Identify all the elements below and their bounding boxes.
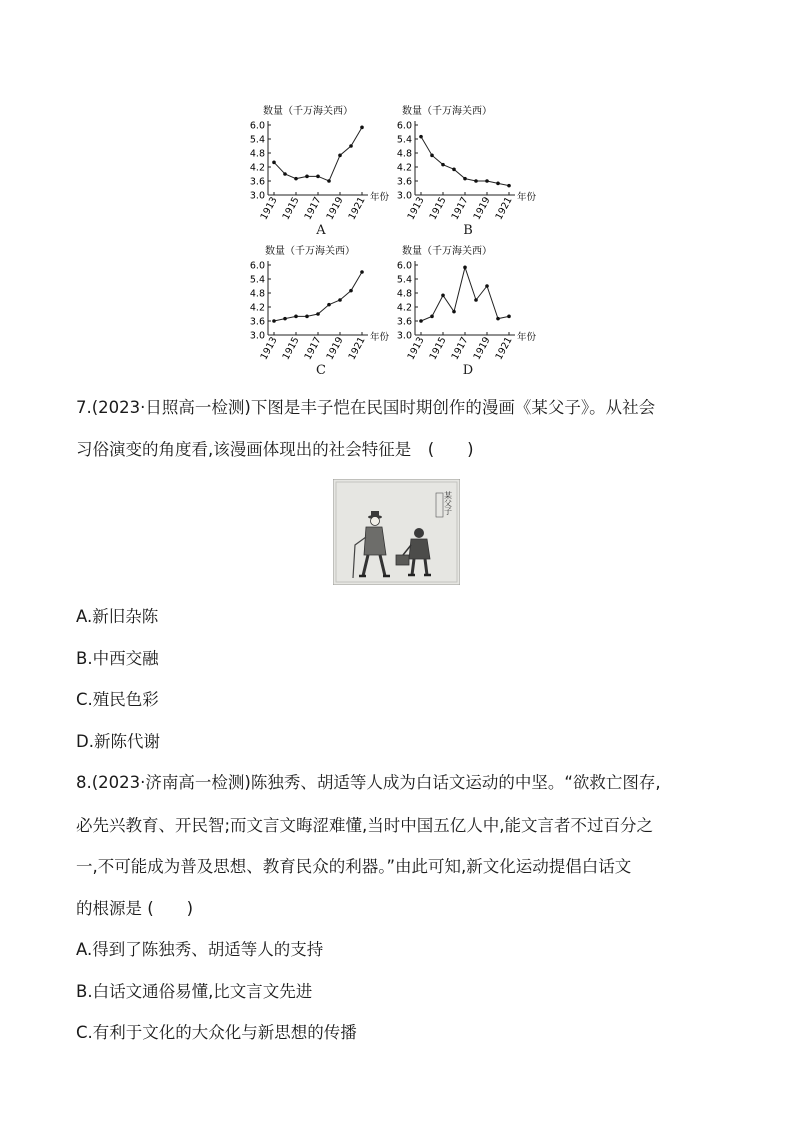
chart-title: 数量（千万海关西） — [265, 246, 355, 257]
data-point — [507, 315, 511, 319]
data-point — [430, 315, 434, 319]
data-point — [430, 154, 434, 158]
y-tick-label: 6.0 — [396, 120, 412, 132]
q7-stem-line1: 7.(2023·日照高一检测)下图是丰子恺在民国时期创作的漫画《某父子》。从社会 — [76, 398, 656, 417]
y-tick-label: 3.0 — [396, 190, 412, 202]
chart-d — [392, 243, 542, 378]
x-tick-label: 1915 — [280, 195, 302, 222]
y-tick-label: 4.2 — [249, 302, 265, 314]
cartoon-drawing — [333, 479, 460, 585]
data-point — [452, 310, 456, 314]
y-tick-label: 6.0 — [249, 120, 265, 132]
data-point — [485, 179, 489, 183]
data-point — [272, 161, 276, 165]
q8-option-b: B.白话文通俗易懂,比文言文先进 — [76, 982, 313, 1001]
x-tick-label: 1913 — [405, 335, 427, 362]
data-point — [272, 319, 276, 323]
y-tick-label: 3.0 — [249, 190, 265, 202]
chart-title: 数量（千万海关西） — [402, 106, 492, 117]
y-tick-label: 3.6 — [396, 176, 412, 188]
data-point — [474, 298, 478, 302]
y-tick-label: 5.4 — [396, 134, 412, 146]
data-point — [360, 270, 364, 274]
data-point — [316, 312, 320, 316]
x-tick-label: 1919 — [324, 335, 346, 362]
chart-b — [392, 103, 542, 238]
data-point — [419, 319, 423, 323]
chart-a — [245, 103, 395, 238]
data-point — [294, 177, 298, 181]
x-tick-label: 1915 — [427, 335, 449, 362]
data-point — [294, 315, 298, 319]
q7-option-d: D.新陈代谢 — [76, 732, 160, 751]
x-axis-unit: 年份 — [517, 332, 537, 343]
data-point — [327, 179, 331, 183]
q8-stem-line3: 一,不可能成为普及思想、教育民众的利器。”由此可知,新文化运动提倡白话文 — [76, 857, 632, 876]
q7-option-a: A.新旧杂陈 — [76, 607, 159, 626]
data-point — [496, 317, 500, 321]
chart-c-plot — [245, 243, 395, 373]
q8-stem-line2: 必先兴教育、开民智;而文言文晦涩难懂,当时中国五亿人中,能文言者不过百分之 — [76, 816, 654, 835]
y-tick-label: 4.8 — [249, 148, 265, 160]
data-point — [283, 172, 287, 176]
data-point — [349, 289, 353, 293]
data-point — [305, 315, 309, 319]
y-tick-label: 5.4 — [249, 134, 265, 146]
data-point — [441, 163, 445, 167]
y-tick-label: 4.2 — [396, 162, 412, 174]
y-tick-label: 4.8 — [396, 288, 412, 300]
y-tick-label: 4.8 — [396, 148, 412, 160]
x-tick-label: 1921 — [493, 195, 515, 222]
x-tick-label: 1917 — [449, 195, 471, 222]
q8-stem-line4: 的根源是 ( ) — [76, 899, 194, 918]
x-tick-label: 1913 — [405, 195, 427, 222]
data-point — [327, 303, 331, 307]
data-point — [463, 266, 467, 270]
data-point — [360, 126, 364, 130]
cartoon-inscription: 某父子 — [443, 491, 453, 515]
y-tick-label: 3.0 — [249, 330, 265, 342]
data-point — [419, 135, 423, 139]
x-tick-label: 1919 — [471, 195, 493, 222]
x-axis-unit: 年份 — [517, 192, 537, 203]
data-point — [316, 175, 320, 179]
chart-b-plot — [392, 103, 542, 233]
chart-title: 数量（千万海关西） — [402, 246, 492, 257]
q8-stem-line1: 8.(2023·济南高一检测)陈独秀、胡适等人成为白话文运动的中坚。“欲救亡图存, — [76, 773, 661, 792]
data-point — [338, 154, 342, 158]
y-tick-label: 5.4 — [249, 274, 265, 286]
x-tick-label: 1913 — [258, 335, 280, 362]
q8-option-c: C.有利于文化的大众化与新思想的传播 — [76, 1023, 357, 1042]
q7-option-c: C.殖民色彩 — [76, 690, 159, 709]
x-tick-label: 1915 — [280, 335, 302, 362]
data-point — [474, 179, 478, 183]
y-tick-label: 3.6 — [249, 176, 265, 188]
chart-a-plot — [245, 103, 395, 233]
x-tick-label: 1915 — [427, 195, 449, 222]
data-point — [349, 144, 353, 148]
x-tick-label: 1917 — [449, 335, 471, 362]
data-point — [338, 298, 342, 302]
q7-option-b: B.中西交融 — [76, 649, 159, 668]
x-tick-label: 1919 — [324, 195, 346, 222]
x-axis-unit: 年份 — [370, 332, 390, 343]
cartoon-image — [333, 479, 460, 585]
y-tick-label: 6.0 — [249, 260, 265, 272]
chart-label: B — [463, 223, 473, 238]
data-point — [507, 184, 511, 188]
chart-label: C — [316, 363, 326, 378]
y-tick-label: 4.8 — [249, 288, 265, 300]
data-point — [441, 294, 445, 298]
x-tick-label: 1921 — [346, 195, 368, 222]
q7-stem-line2: 习俗演变的角度看,该漫画体现出的社会特征是 ( ) — [76, 440, 474, 459]
x-tick-label: 1919 — [471, 335, 493, 362]
y-tick-label: 5.4 — [396, 274, 412, 286]
chart-label: D — [462, 363, 474, 378]
data-point — [452, 168, 456, 172]
series-line — [421, 267, 509, 321]
y-tick-label: 6.0 — [396, 260, 412, 272]
x-tick-label: 1921 — [346, 335, 368, 362]
data-point — [496, 182, 500, 186]
chart-d-plot — [392, 243, 542, 373]
y-tick-label: 3.6 — [249, 316, 265, 328]
data-point — [283, 317, 287, 321]
x-axis-unit: 年份 — [370, 192, 390, 203]
x-tick-label: 1921 — [493, 335, 515, 362]
q8-option-a: A.得到了陈独秀、胡适等人的支持 — [76, 940, 324, 959]
chart-c — [245, 243, 395, 378]
chart-title: 数量（千万海关西） — [263, 106, 353, 117]
y-tick-label: 4.2 — [396, 302, 412, 314]
data-point — [485, 284, 489, 288]
series-line — [274, 127, 362, 181]
x-tick-label: 1913 — [258, 195, 280, 222]
x-tick-label: 1917 — [302, 335, 324, 362]
x-tick-label: 1917 — [302, 195, 324, 222]
y-tick-label: 3.0 — [396, 330, 412, 342]
data-point — [305, 175, 309, 179]
chart-label: A — [316, 223, 326, 238]
y-tick-label: 3.6 — [396, 316, 412, 328]
y-tick-label: 4.2 — [249, 162, 265, 174]
data-point — [463, 177, 467, 181]
